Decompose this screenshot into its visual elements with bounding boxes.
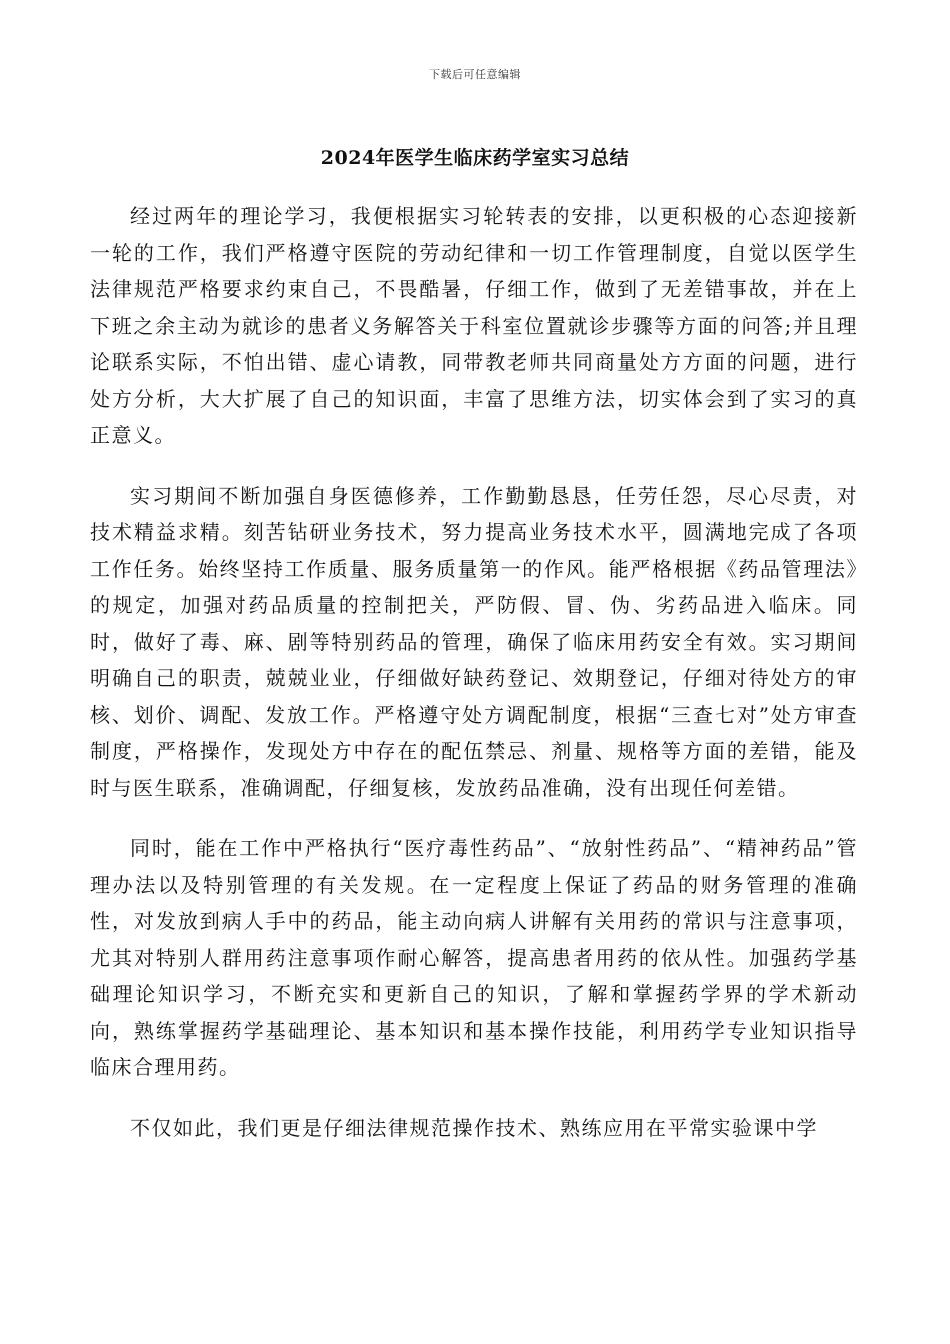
header-note: 下载后可任意编辑 — [429, 68, 521, 81]
document-title: 2024年医学生临床药学室实习总结 — [320, 147, 630, 169]
paragraph-1: 经过两年的理论学习，我便根据实习轮转表的安排，以更积极的心态迎接新一轮的工作，我们严格遵守医院的劳动纪律和一切工作管理制度，自觉以医学生法律规范严格要求约束自己，不畏酷暑，仔细工作，做到了无差错事故，并在上下班之余主动为就诊的患者义务解答关于科室位置就诊步骤等方面的问答;并且理论联系实际，不怕出错、虚心请教，同带教老师共同商量处方方面的问题，进行处方分析，大大扩展了自己的知识面，丰富了思维方法，切实体会到了实习的真正意义。 — [90, 204, 858, 447]
paragraph-2: 实习期间不断加强自身医德修养，工作勤勤恳恳，任劳任怨，尽心尽责，对技术精益求精。刻苦钻研业务技术，努力提高业务技术水平，圆满地完成了各项工作任务。始终坚持工作质量、服务质量第一的作风。能严格根据《药品管理法》的规定，加强对药品质量的控制把关，严防假、冒、伪、劣药品进入临床。同时，做好了毒、麻、剧等特别药品的管理，确保了临床用药安全有效。实习期间明确自己的职责，兢兢业业，仔细做好缺药登记、效期登记，仔细对待处方的审核、划价、调配、发放工作。严格遵守处方调配制度，根据“三查七对”处方审查制度，严格操作，发现处方中存在的配伍禁忌、剂量、规格等方面的差错，能及时与医生联系，准确调配，仔细复核，发放药品准确，没有出现任何差错。 — [90, 483, 858, 800]
paragraph-3: 同时，能在工作中严格执行“医疗毒性药品”、“放射性药品”、“精神药品”管理办法以及特别管理的有关发规。在一定程度上保证了药品的财务管理的准确性，对发放到病人手中的药品，能主动向病人讲解有关用药的常识与注意事项，尤其对特别人群用药注意事项作耐心解答，提高患者用药的依从性。加强药学基础理论知识学习，不断充实和更新自己的知识，了解和掌握药学界的学术新动向，熟练掌握药学基础理论、基本知识和基本操作技能，利用药学专业知识指导临床合理用药。 — [90, 836, 858, 1079]
document-body — [90, 198, 858, 1170]
paragraph-4: 不仅如此，我们更是仔细法律规范操作技术、熟练应用在平常实验课中学 — [130, 1115, 818, 1140]
